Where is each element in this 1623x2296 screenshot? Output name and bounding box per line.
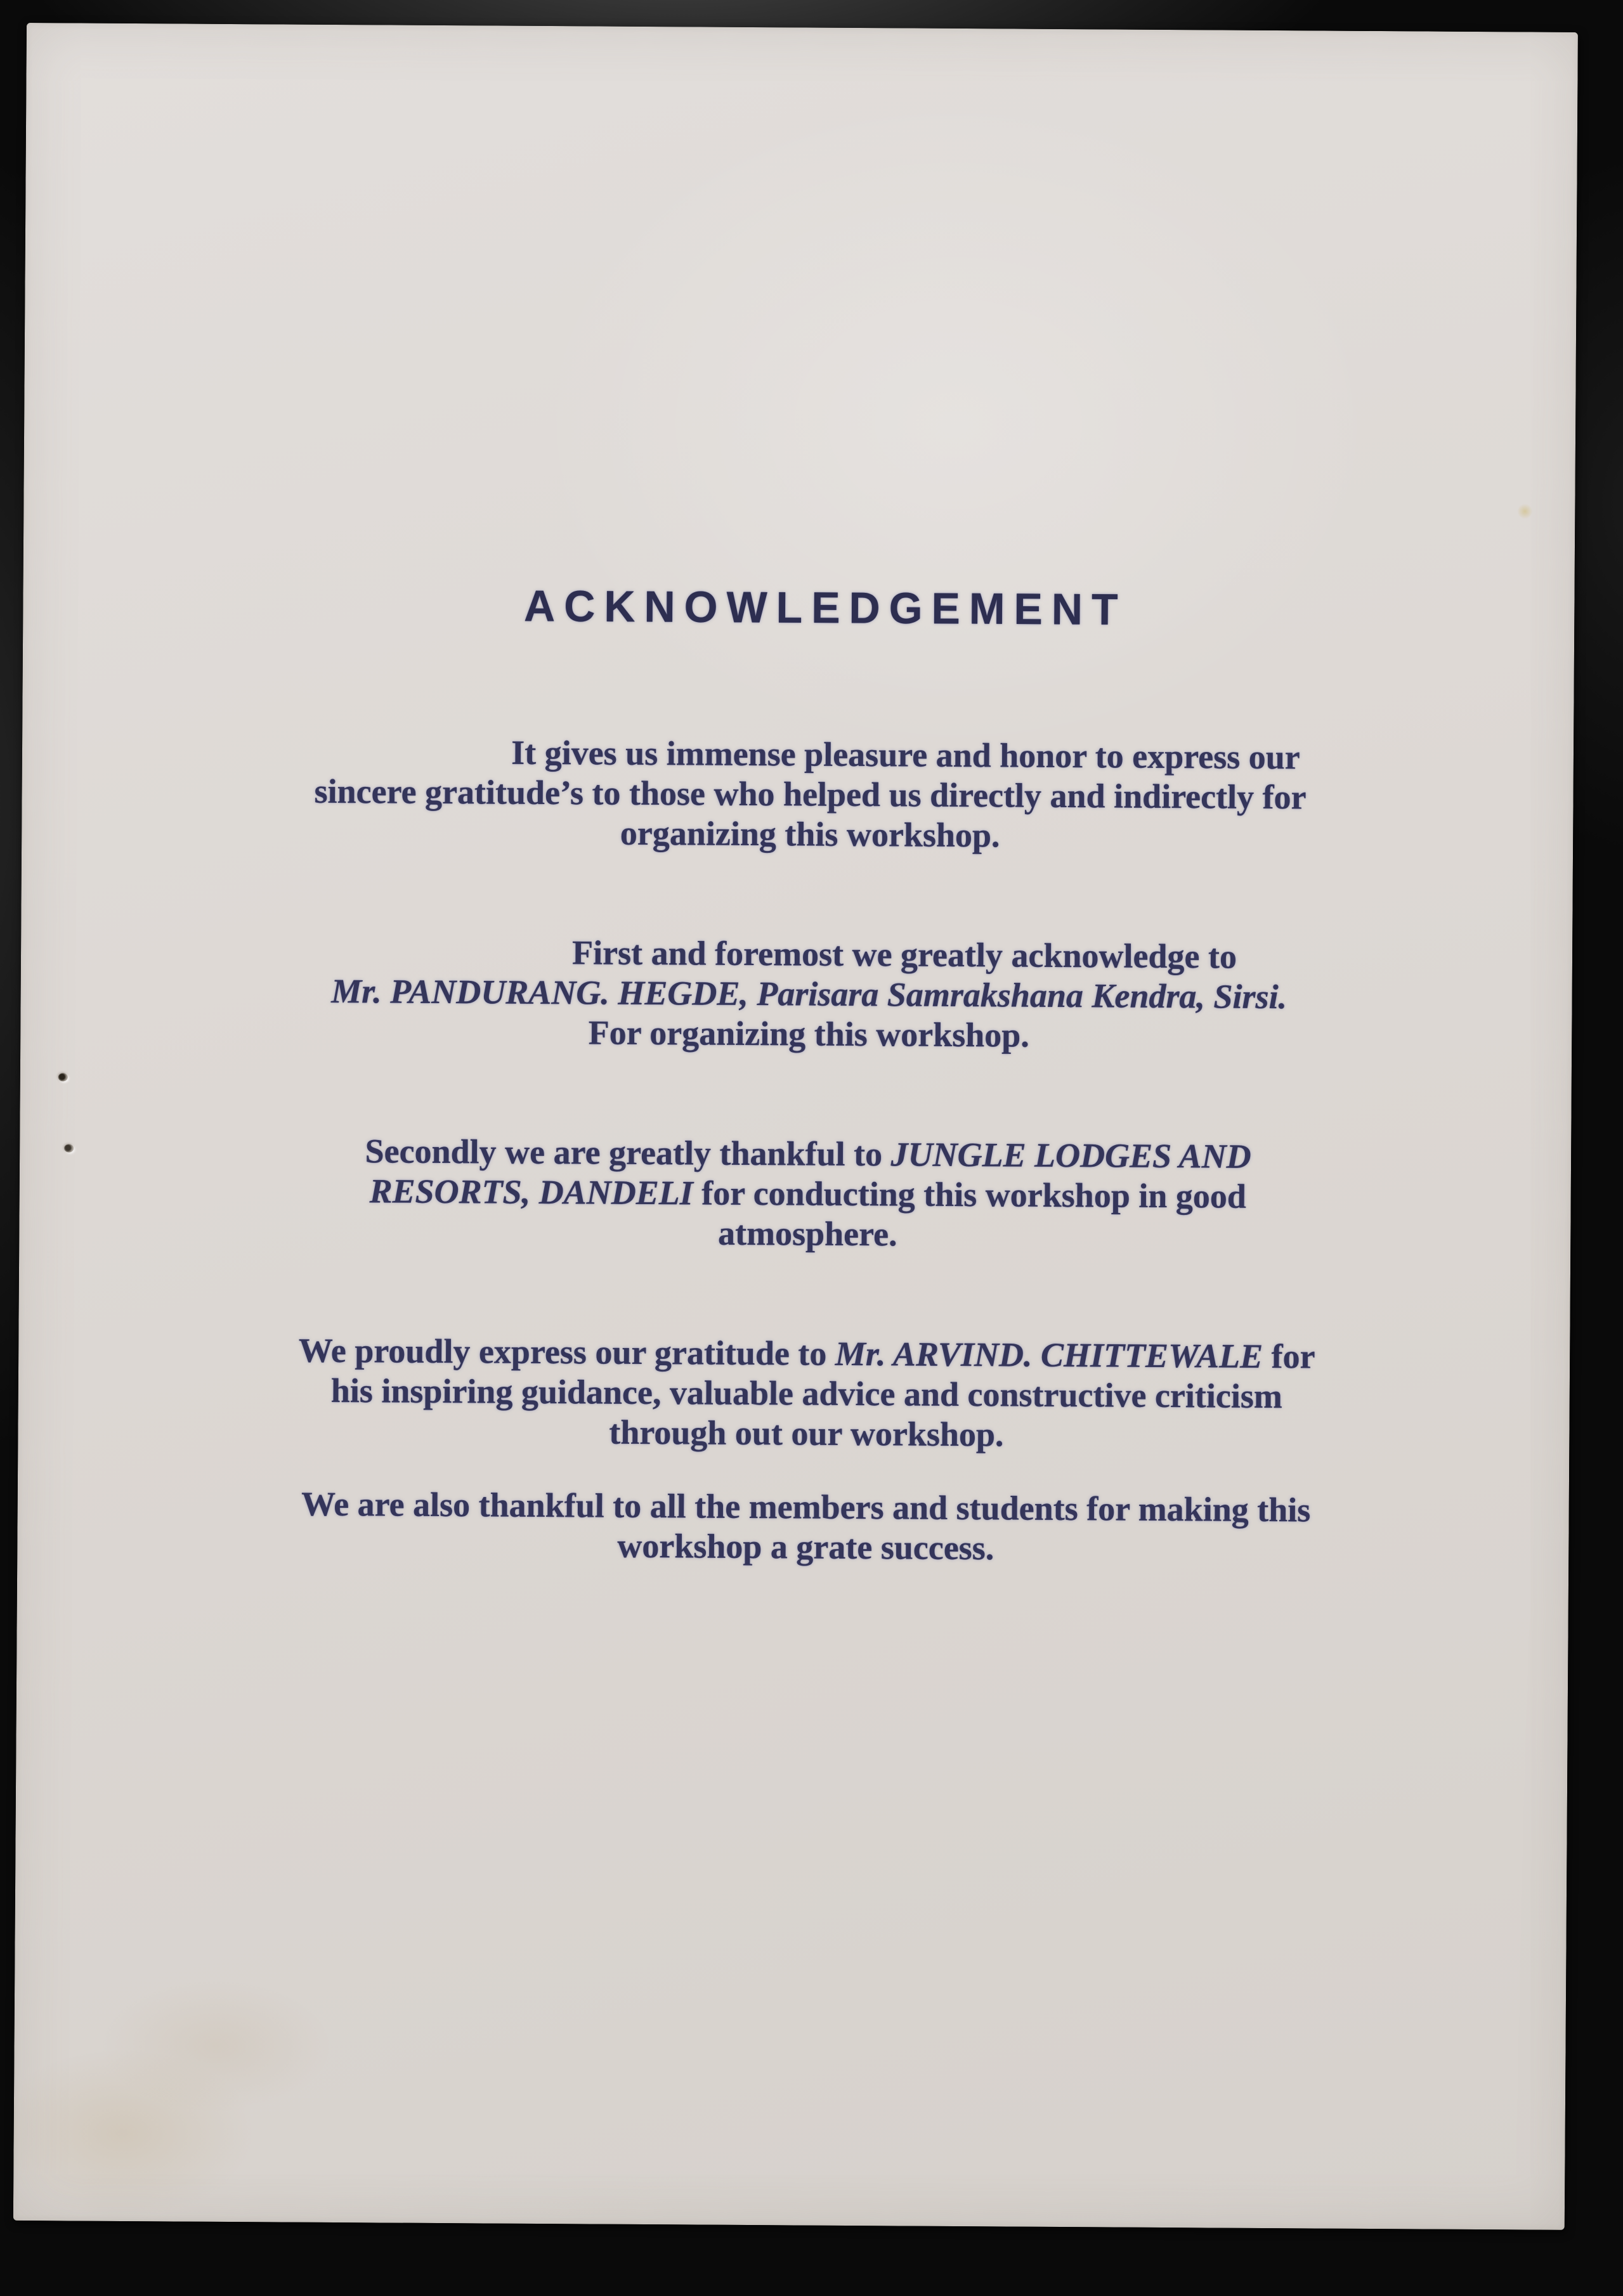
text-segment: We are also thankful to all the members and students for making this	[301, 1484, 1311, 1529]
paragraph-4	[213, 1330, 1400, 1457]
acknowledgement-content	[212, 582, 1404, 1571]
emphasized-text: JUNGLE LODGES AND	[890, 1135, 1251, 1176]
page-title: ACKNOWLEDGEMENT	[523, 581, 1127, 635]
paragraph-3	[214, 1131, 1401, 1257]
text-line	[311, 931, 1497, 978]
paragraph-5	[212, 1484, 1399, 1571]
acknowledgement-paragraphs	[212, 731, 1404, 1571]
text-segment: for conducting this workshop in good	[693, 1174, 1247, 1216]
text-line	[213, 1484, 1399, 1531]
text-line	[216, 971, 1402, 1018]
text-segment: organizing this workshop.	[620, 814, 1000, 855]
text-segment: for	[1262, 1337, 1315, 1376]
pinhole-mark	[64, 1144, 74, 1152]
emphasized-text: RESORTS, DANDELI	[369, 1172, 693, 1212]
text-line	[214, 1370, 1400, 1417]
text-line	[216, 1011, 1402, 1058]
emphasized-text: Mr. PANDURANG. HEGDE, Parisara Samrakshana Kendra, Sirsi.	[331, 971, 1287, 1016]
emphasized-text: Mr. ARVIND. CHITTEWALE	[835, 1334, 1263, 1375]
text-line	[214, 1210, 1400, 1257]
document-page	[13, 23, 1578, 2230]
text-segment: Secondly we are greatly thankful to	[365, 1132, 891, 1174]
text-segment: through out our workshop.	[609, 1413, 1004, 1454]
text-segment: his inspiring guidance, valuable advice and constructive criticism	[330, 1371, 1283, 1416]
text-line	[215, 1171, 1401, 1217]
text-line	[212, 1524, 1398, 1571]
paragraph-1	[217, 731, 1404, 858]
text-segment: sincere gratitude’s to those who helped us directly and indirectly for	[314, 772, 1307, 817]
text-segment: atmosphere.	[717, 1214, 897, 1254]
pinhole-mark	[58, 1073, 68, 1081]
text-segment: First and foremost we greatly acknowledge to	[571, 933, 1237, 976]
text-line	[215, 1131, 1401, 1177]
text-line	[217, 811, 1403, 858]
text-line	[313, 732, 1499, 779]
text-segment: We proudly express our gratitude to	[298, 1331, 836, 1373]
text-segment: For organizing this workshop.	[588, 1013, 1030, 1054]
paragraph-2	[216, 931, 1402, 1058]
text-segment: It gives us immense pleasure and honor to express our	[511, 733, 1300, 777]
text-line	[217, 771, 1403, 818]
text-segment: workshop a grate success.	[617, 1526, 994, 1567]
text-line	[213, 1410, 1399, 1457]
text-line	[214, 1330, 1400, 1377]
